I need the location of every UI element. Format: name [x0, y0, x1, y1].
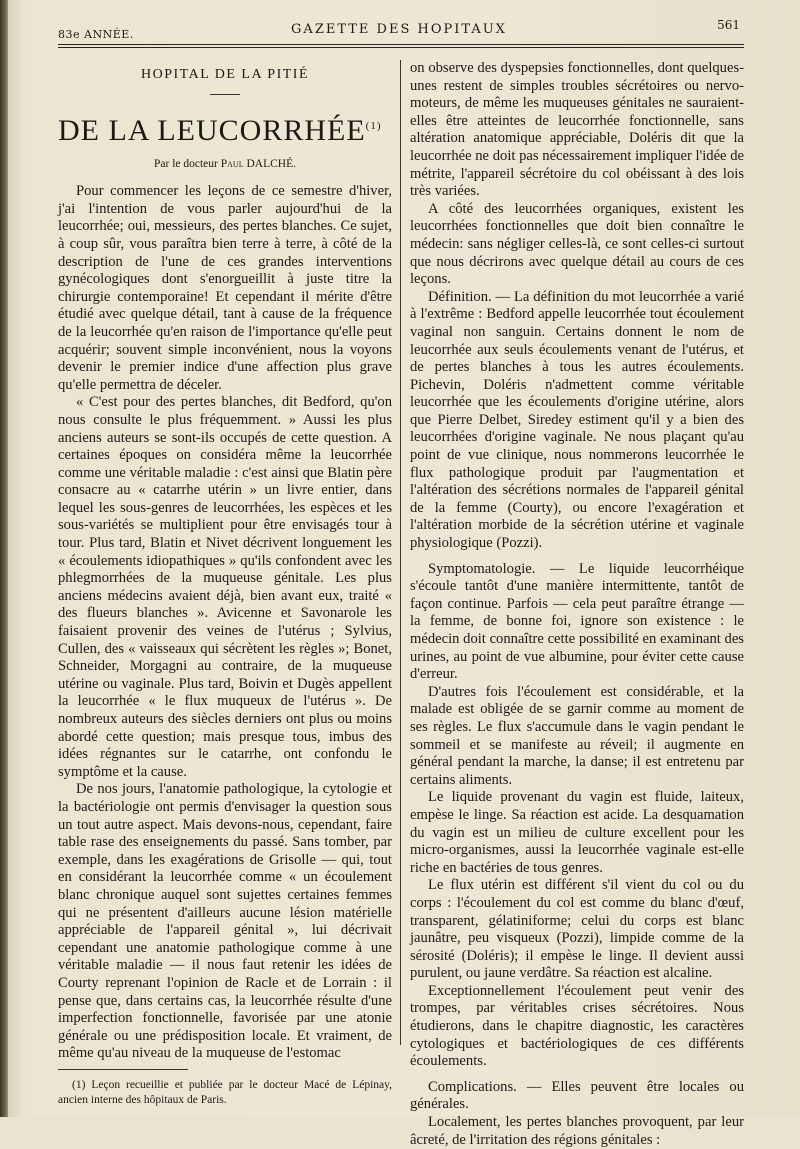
paragraph: Le liquide provenant du vagin est fluide, laiteux, empèse le linge. Sa réaction est acide. La desquamation du vagin est un milieu de culture excellent pour les micro-organismes, aussi la leucorrhée vaginale est-elle riche en bactéries de tous genres.	[410, 789, 744, 876]
section-dash	[210, 94, 240, 95]
byline	[58, 156, 392, 174]
title-footnote-mark: (1)	[365, 119, 382, 132]
paragraph-definition: Définition. — La définition du mot leucorrhée a varié à l'extrême : Bedford appelle leucorrhée tout écoulement vaginal non sanguin. Certains donnent le nom de leucorrhée aux seuls écoulements venant de l'utérus, et de pertes blanches à tous les autres écoulements. Pichevin, Doléris n'admettent comme véritable leucorrhée que les écoulements d'origine utérine, alors que Pierre Delbet, Siredey estiment qu'il y a bien des leucorrhées d'origine vaginale. Ne nous plaçant qu'au point de vue clinique, nous nommerons leucorrhée le flux pathologique produit par l'augmentation et l'altération des sécrétions normales de l'appareil génital de la femme (Courty), ou encore l'exagération et l'altération morbide de la sécrétion utérine et vaginale physiologique (Pozzi).	[410, 288, 744, 552]
paragraph: D'autres fois l'écoulement est considérable, et la malade est obligée de se garnir comme au moment de ses règles. Le flux s'accumule dans le vagin pendant le sommeil et se manifeste au réveil; il augmente en général pendant la marche, la danse; il est entretenu par certains aliments.	[410, 683, 744, 788]
article-title: DE LA LEUCORRHÉE$^{(1)}$	[58, 113, 382, 147]
paragraph: Localement, les pertes blanches provoquent, par leur âcreté, de l'irritation des régions génitales :	[410, 1114, 744, 1148]
paragraph-symptomatologie: Symptomatologie. — Le liquide leucorrhéique s'écoule tantôt d'une manière intermittente, tantôt de façon continue. Parfois — cela peut paraître étrange — la femme, de bonne foi, ignore son existence : le médecin doit connaître cette possibilité en examinant des urines, au point de vue albumine, pour éviter cette cause d'erreur.	[410, 560, 744, 683]
paragraph: De nos jours, l'anatomie pathologique, la cytologie et la bactériologie ont permis d'envisager la question sous un tout autre aspect. Mais devons-nous, cependant, faire table rase des enseignements du passé. Sans tomber, par exemple, dans les exagérations de Grisolle — qui, tout en considérant la leucorrhée comme « un écoulement blanc chronique auquel sont sujettes certaines femmes qui ne présentent d'ailleurs aucune lésion matérielle appréciable de l'appareil génital », lui décrivait cependant une anatomie pathologique comme à une véritable maladie — il nous faut retenir les idées de Courty reprenant l'opinion de Racle et de Lorrain : il pense que, dans certains cas, la leucorrhée résulte d'une imperfection fonctionnelle, favorisée par une atonie générale ou une prédisposition locale. Et vraiment, de même qu'au niveau de la muqueuse de l'estomac	[58, 781, 392, 1062]
page-header	[58, 16, 740, 40]
paragraph: Le flux utérin est différent s'il vient du col ou du corps : l'écoulement du col est comme du blanc d'œuf, transparent, gélatiniforme; celui du corps est blanc jaunâtre, peu visqueux (Pozzi), limpide comme de la sérosité (Doléris); il empèse le linge. Il devient aussi purulent, ou jaune verdâtre. Sa réaction est alcaline.	[410, 877, 744, 982]
paragraph: « C'est pour des pertes blanches, dit Bedford, qu'on nous consulte le plus fréquemment. » Aussi les plus anciens auteurs se sont-ils occupés de cette question. A certaines époques on considéra même la leucorrhée comme une véritable maladie : c'est ainsi que Blatin père consacre au « catarrhe utérin » un livre entier, dans lequel les sous-genres de leucorrhées, les espèces et les sous-variétés se multiplient pour être envisagés tour à tour. Plus tard, Blatin et Nivet décrivent longuement les « écoulements idiopathiques » qu'ils confondent avec les phlegmorrhées de la muqueuse génitale. Les plus anciens médecins avaient déjà, bien avant eux, traité « des flueurs blanches ». Avicenne et Savonarole les faisaient provenir des veines de l'utérus ; Sylvius, Cullen, des « vaisseaux qui sécrètent les règles »; Bonet, Schneider, Morgagni au contraire, de la muqueuse utérine ou vaginale. Plus tard, Boivin et Dugès appellent la leucorrhée « le flux muqueux de l'utérus ». De nombreux auteurs des siècles derniers ont plus ou moins abordé cette question; mais presque tous, imbus des idées régnantes sur le catarrhe, ont confondu le symptôme et la cause.	[58, 394, 392, 780]
right-column	[410, 60, 744, 1149]
paragraph: A côté des leucorrhées organiques, existent les leucorrhées fonctionnelles que doit bien connaître le médecin: sans négliger celles-là, ce sont celles-ci surtout que nous décrirons avec quelque détail au cours de ces leçons.	[410, 200, 744, 288]
footnote-rule	[58, 1069, 188, 1070]
issue-label: 83e ANNÉE.	[58, 28, 134, 41]
header-rule	[58, 44, 744, 45]
paragraph: Exceptionnellement l'écoulement peut venir des trompes, par véritables crises sécrétoires. Nous étudierons, dans le chapitre diagnostic, les caractères cytologiques et bactériologiques de ces différents écoulements.	[410, 982, 744, 1070]
paragraph-complications: Complications. — Elles peuvent être locales ou générales.	[410, 1078, 744, 1113]
header-rule-thin	[58, 47, 744, 48]
left-column	[58, 60, 392, 1108]
page-number: 561	[717, 18, 740, 32]
column-separator	[400, 60, 401, 1045]
paragraph: Pour commencer les leçons de ce semestre d'hiver, j'ai l'intention de vous parler aujourd'hui de la leucorrhée; oui, messieurs, des pertes blanches. Ce sujet, à coup sûr, vous paraîtra bien terre à terre, à côté de la description de l'une de ces grandes interventions gynécologiques dont s'enorgueillit à juste titre la chirurgie contemporaine! Et cependant il mérite d'être étudié avec quelque détail, tant à cause de la fréquence de la leucorrhée qu'en raison de l'importance qu'elle peut acquérir; souvent simple inconvénient, nous la voyons devenir le premier indice d'une affection plus grave qu'elle permettra de déceler.	[58, 183, 392, 393]
paragraph: on observe des dyspepsies fonctionnelles, dont quelques-unes restent de simples troubles sécrétoires ou nervo-moteurs, de même les muqueuses génitales ne sauraient-elles être atteintes de leucorrhée fonctionnelle, sans altération anatomique appréciable, Doléris dit que la leucorrhée ne doit pas nécessairement impliquer l'idée de métrite, l'appareil sécrétoire du col obéissant à des lois très variées.	[410, 60, 744, 200]
byline-prefix: Par le docteur	[154, 157, 218, 170]
footnote: (1) Leçon recueillie et publiée par le docteur Macé de Lépinay, ancien interne des hôpitaux de Paris.	[58, 1078, 392, 1106]
byline-author: Paul DALCHÉ.	[220, 157, 296, 170]
section-heading: HOPITAL DE LA PITIÉ	[140, 67, 309, 82]
journal-title: GAZETTE DES HOPITAUX	[291, 22, 507, 37]
